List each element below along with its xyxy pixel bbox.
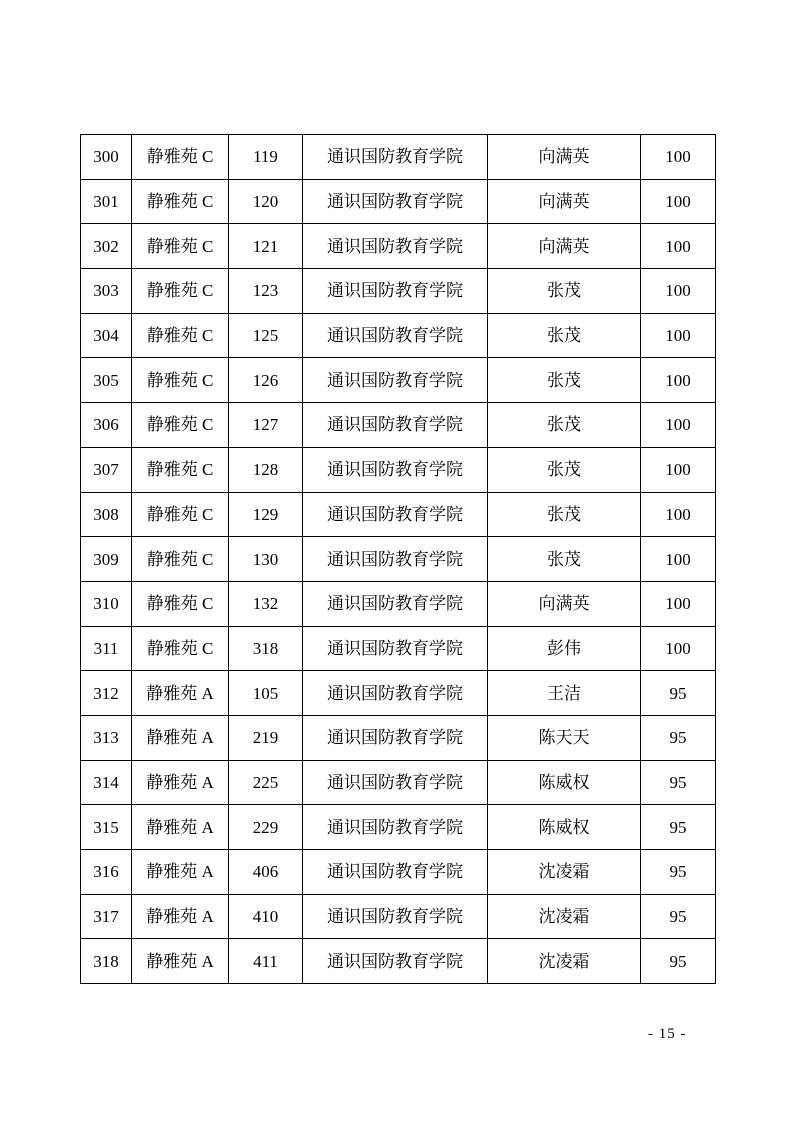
table-row [81, 447, 716, 492]
row-index-cell: 305 [81, 358, 132, 403]
row-index-cell: 313 [81, 715, 132, 760]
college-cell: 通识国防教育学院 [303, 894, 488, 939]
person-name-cell: 张茂 [488, 313, 641, 358]
score-cell: 100 [641, 224, 716, 269]
table-row [81, 715, 716, 760]
person-name-cell: 张茂 [488, 447, 641, 492]
building-cell: 静雅苑 C [132, 269, 229, 314]
person-name-cell: 陈天天 [488, 715, 641, 760]
room-number-cell: 410 [229, 894, 303, 939]
table-row [81, 358, 716, 403]
row-index-cell: 316 [81, 850, 132, 895]
building-cell: 静雅苑 A [132, 850, 229, 895]
score-cell: 95 [641, 715, 716, 760]
person-name-cell: 张茂 [488, 403, 641, 448]
score-cell: 100 [641, 269, 716, 314]
room-number-cell: 128 [229, 447, 303, 492]
building-cell: 静雅苑 C [132, 358, 229, 403]
college-cell: 通识国防教育学院 [303, 626, 488, 671]
row-index-cell: 301 [81, 179, 132, 224]
college-cell: 通识国防教育学院 [303, 760, 488, 805]
row-index-cell: 302 [81, 224, 132, 269]
building-cell: 静雅苑 C [132, 179, 229, 224]
row-index-cell: 310 [81, 581, 132, 626]
college-cell: 通识国防教育学院 [303, 179, 488, 224]
table-row [81, 805, 716, 850]
room-number-cell: 225 [229, 760, 303, 805]
score-cell: 95 [641, 939, 716, 984]
room-number-cell: 411 [229, 939, 303, 984]
score-cell: 100 [641, 626, 716, 671]
college-cell: 通识国防教育学院 [303, 492, 488, 537]
row-index-cell: 318 [81, 939, 132, 984]
person-name-cell: 向满英 [488, 135, 641, 180]
row-index-cell: 314 [81, 760, 132, 805]
person-name-cell: 向满英 [488, 581, 641, 626]
table-row [81, 581, 716, 626]
score-cell: 100 [641, 492, 716, 537]
table-row [81, 671, 716, 716]
score-cell: 100 [641, 358, 716, 403]
room-number-cell: 126 [229, 358, 303, 403]
table-row [81, 403, 716, 448]
building-cell: 静雅苑 C [132, 492, 229, 537]
person-name-cell: 王洁 [488, 671, 641, 716]
room-number-cell: 130 [229, 537, 303, 582]
college-cell: 通识国防教育学院 [303, 850, 488, 895]
person-name-cell: 张茂 [488, 358, 641, 403]
room-number-cell: 129 [229, 492, 303, 537]
score-cell: 100 [641, 135, 716, 180]
score-cell: 100 [641, 447, 716, 492]
building-cell: 静雅苑 C [132, 626, 229, 671]
room-number-cell: 121 [229, 224, 303, 269]
score-cell: 100 [641, 313, 716, 358]
college-cell: 通识国防教育学院 [303, 135, 488, 180]
building-cell: 静雅苑 C [132, 224, 229, 269]
row-index-cell: 306 [81, 403, 132, 448]
college-cell: 通识国防教育学院 [303, 939, 488, 984]
table-row [81, 135, 716, 180]
college-cell: 通识国防教育学院 [303, 805, 488, 850]
table-row [81, 537, 716, 582]
college-cell: 通识国防教育学院 [303, 671, 488, 716]
person-name-cell: 陈威权 [488, 805, 641, 850]
room-number-cell: 105 [229, 671, 303, 716]
row-index-cell: 311 [81, 626, 132, 671]
row-index-cell: 303 [81, 269, 132, 314]
row-index-cell: 315 [81, 805, 132, 850]
dormitory-score-table [80, 134, 716, 984]
row-index-cell: 307 [81, 447, 132, 492]
room-number-cell: 127 [229, 403, 303, 448]
building-cell: 静雅苑 A [132, 894, 229, 939]
score-cell: 100 [641, 537, 716, 582]
building-cell: 静雅苑 A [132, 939, 229, 984]
row-index-cell: 317 [81, 894, 132, 939]
room-number-cell: 318 [229, 626, 303, 671]
page-number: - 15 - [648, 1026, 687, 1042]
building-cell: 静雅苑 A [132, 805, 229, 850]
building-cell: 静雅苑 C [132, 313, 229, 358]
row-index-cell: 300 [81, 135, 132, 180]
row-index-cell: 308 [81, 492, 132, 537]
score-cell: 100 [641, 179, 716, 224]
table-row [81, 269, 716, 314]
table-row [81, 894, 716, 939]
person-name-cell: 向满英 [488, 179, 641, 224]
room-number-cell: 219 [229, 715, 303, 760]
building-cell: 静雅苑 C [132, 581, 229, 626]
score-cell: 95 [641, 894, 716, 939]
building-cell: 静雅苑 A [132, 715, 229, 760]
room-number-cell: 229 [229, 805, 303, 850]
college-cell: 通识国防教育学院 [303, 715, 488, 760]
room-number-cell: 120 [229, 179, 303, 224]
college-cell: 通识国防教育学院 [303, 403, 488, 448]
person-name-cell: 陈威权 [488, 760, 641, 805]
score-cell: 95 [641, 850, 716, 895]
college-cell: 通识国防教育学院 [303, 447, 488, 492]
room-number-cell: 125 [229, 313, 303, 358]
person-name-cell: 沈凌霜 [488, 850, 641, 895]
person-name-cell: 张茂 [488, 269, 641, 314]
room-number-cell: 123 [229, 269, 303, 314]
row-index-cell: 304 [81, 313, 132, 358]
score-cell: 95 [641, 760, 716, 805]
table-row [81, 626, 716, 671]
score-cell: 100 [641, 403, 716, 448]
table-row [81, 179, 716, 224]
building-cell: 静雅苑 C [132, 403, 229, 448]
college-cell: 通识国防教育学院 [303, 224, 488, 269]
table-row [81, 492, 716, 537]
row-index-cell: 312 [81, 671, 132, 716]
person-name-cell: 沈凌霜 [488, 894, 641, 939]
person-name-cell: 张茂 [488, 492, 641, 537]
table-row [81, 760, 716, 805]
person-name-cell: 向满英 [488, 224, 641, 269]
room-number-cell: 406 [229, 850, 303, 895]
row-index-cell: 309 [81, 537, 132, 582]
score-cell: 95 [641, 671, 716, 716]
table-row [81, 224, 716, 269]
score-cell: 95 [641, 805, 716, 850]
room-number-cell: 119 [229, 135, 303, 180]
college-cell: 通识国防教育学院 [303, 269, 488, 314]
person-name-cell: 彭伟 [488, 626, 641, 671]
person-name-cell: 沈凌霜 [488, 939, 641, 984]
building-cell: 静雅苑 C [132, 537, 229, 582]
building-cell: 静雅苑 A [132, 671, 229, 716]
table-body [81, 135, 716, 984]
table-row [81, 850, 716, 895]
college-cell: 通识国防教育学院 [303, 581, 488, 626]
building-cell: 静雅苑 C [132, 135, 229, 180]
building-cell: 静雅苑 A [132, 760, 229, 805]
college-cell: 通识国防教育学院 [303, 358, 488, 403]
table-row [81, 313, 716, 358]
person-name-cell: 张茂 [488, 537, 641, 582]
college-cell: 通识国防教育学院 [303, 313, 488, 358]
room-number-cell: 132 [229, 581, 303, 626]
table-row [81, 939, 716, 984]
building-cell: 静雅苑 C [132, 447, 229, 492]
score-cell: 100 [641, 581, 716, 626]
college-cell: 通识国防教育学院 [303, 537, 488, 582]
